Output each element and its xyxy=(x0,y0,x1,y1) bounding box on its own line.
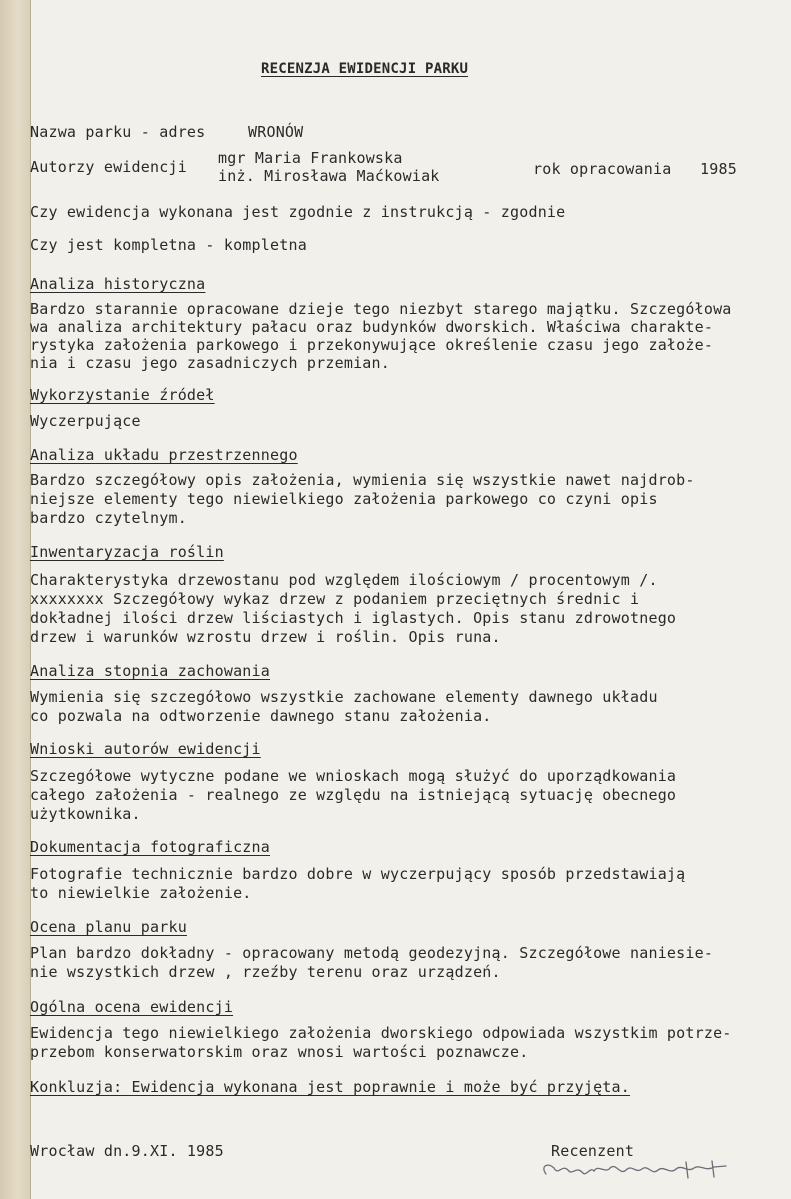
section-line: nia i czasu jego zasadniczych przemian. xyxy=(30,354,390,372)
park-label: Nazwa parku - adres xyxy=(30,123,206,141)
section-line: rystyka założenia parkowego i przekonywujące określenie czasu jego założe- xyxy=(30,336,714,354)
section-line: Wyczerpujące xyxy=(30,412,141,430)
section-line: użytkownika. xyxy=(30,805,141,823)
section-line: xxxxxxxx Szczegółowy wykaz drzew z podaniem przeciętnych średnic i xyxy=(30,590,640,608)
section-heading: Ocena planu parku xyxy=(30,918,187,936)
section-line: wa analiza architektury pałacu oraz budynków dworskich. Właściwa charakte- xyxy=(30,318,714,336)
section-line: nie wszystkich drzew , rzeźby terenu oraz urządzeń. xyxy=(30,963,501,981)
section-line: to niewielkie założenie. xyxy=(30,884,252,902)
section-line: drzew i warunków wzrostu drzew i roślin. Opis runa. xyxy=(30,628,501,646)
section-line: bardzo czytelnym. xyxy=(30,509,187,527)
section-line: niejsze elementy tego niewielkiego założenia parkowego co czyni opis xyxy=(30,490,658,508)
year-value: 1985 xyxy=(700,160,737,178)
compliance-line: Czy ewidencja wykonana jest zgodnie z instrukcją - zgodnie xyxy=(30,203,566,221)
conclusion-line: Konkluzja: Ewidencja wykonana jest poprawnie i może być przyjęta. xyxy=(30,1078,630,1096)
section-line: dokładnej ilości drzew liściastych i iglastych. Opis stanu zdrowotnego xyxy=(30,609,677,627)
section-line: Bardzo szczegółowy opis założenia, wymienia się wszystkie nawet najdrob- xyxy=(30,471,695,489)
year-label: rok opracowania xyxy=(533,160,672,178)
authors-label: Autorzy ewidencji xyxy=(30,158,187,176)
reviewer-label: Recenzent xyxy=(551,1142,635,1160)
page-binding-edge xyxy=(0,0,31,1199)
reviewer-signature xyxy=(536,1156,736,1186)
section-heading: Dokumentacja fotograficzna xyxy=(30,838,270,856)
section-heading: Analiza stopnia zachowania xyxy=(30,662,270,680)
section-line: Fotografie technicznie bardzo dobre w wyczerpujący sposób przedstawiają xyxy=(30,865,686,883)
section-heading: Wykorzystanie źródeł xyxy=(30,386,215,404)
section-line: całego założenia - realnego ze względu na istniejącą sytuację obecnego xyxy=(30,786,677,804)
section-line: co pozwala na odtworzenie dawnego stanu założenia. xyxy=(30,707,492,725)
place-date: Wrocław dn.9.XI. 1985 xyxy=(30,1142,224,1160)
section-line: przebom konserwatorskim oraz wnosi wartości poznawcze. xyxy=(30,1043,529,1061)
section-line: Szczegółowe wytyczne podane we wnioskach mogą służyć do uporządkowania xyxy=(30,767,677,785)
section-line: Ewidencja tego niewielkiego założenia dworskiego odpowiada wszystkim potrze- xyxy=(30,1024,732,1042)
section-line: Bardzo starannie opracowane dzieje tego niezbyt starego majątku. Szczegółowa xyxy=(30,300,732,318)
section-heading: Analiza układu przestrzennego xyxy=(30,446,298,464)
section-heading: Inwentaryzacja roślin xyxy=(30,543,224,561)
section-heading: Wnioski autorów ewidencji xyxy=(30,740,261,758)
section-heading: Ogólna ocena ewidencji xyxy=(30,998,234,1016)
section-line: Charakterystyka drzewostanu pod względem ilościowym / procentowym /. xyxy=(30,571,658,589)
document-title: RECENZJA EWIDENCJI PARKU xyxy=(261,61,469,77)
section-line: Wymienia się szczegółowo wszystkie zachowane elementy dawnego układu xyxy=(30,688,658,706)
section-line: Plan bardzo dokładny - opracowany metodą geodezyjną. Szczegółowe naniesie- xyxy=(30,944,714,962)
section-heading: Analiza historyczna xyxy=(30,275,206,293)
park-value: WRONÓW xyxy=(248,123,304,141)
author-2: inż. Mirosława Maćkowiak xyxy=(218,167,440,185)
author-1: mgr Maria Frankowska xyxy=(218,149,403,167)
completeness-line: Czy jest kompletna - kompletna xyxy=(30,236,307,254)
